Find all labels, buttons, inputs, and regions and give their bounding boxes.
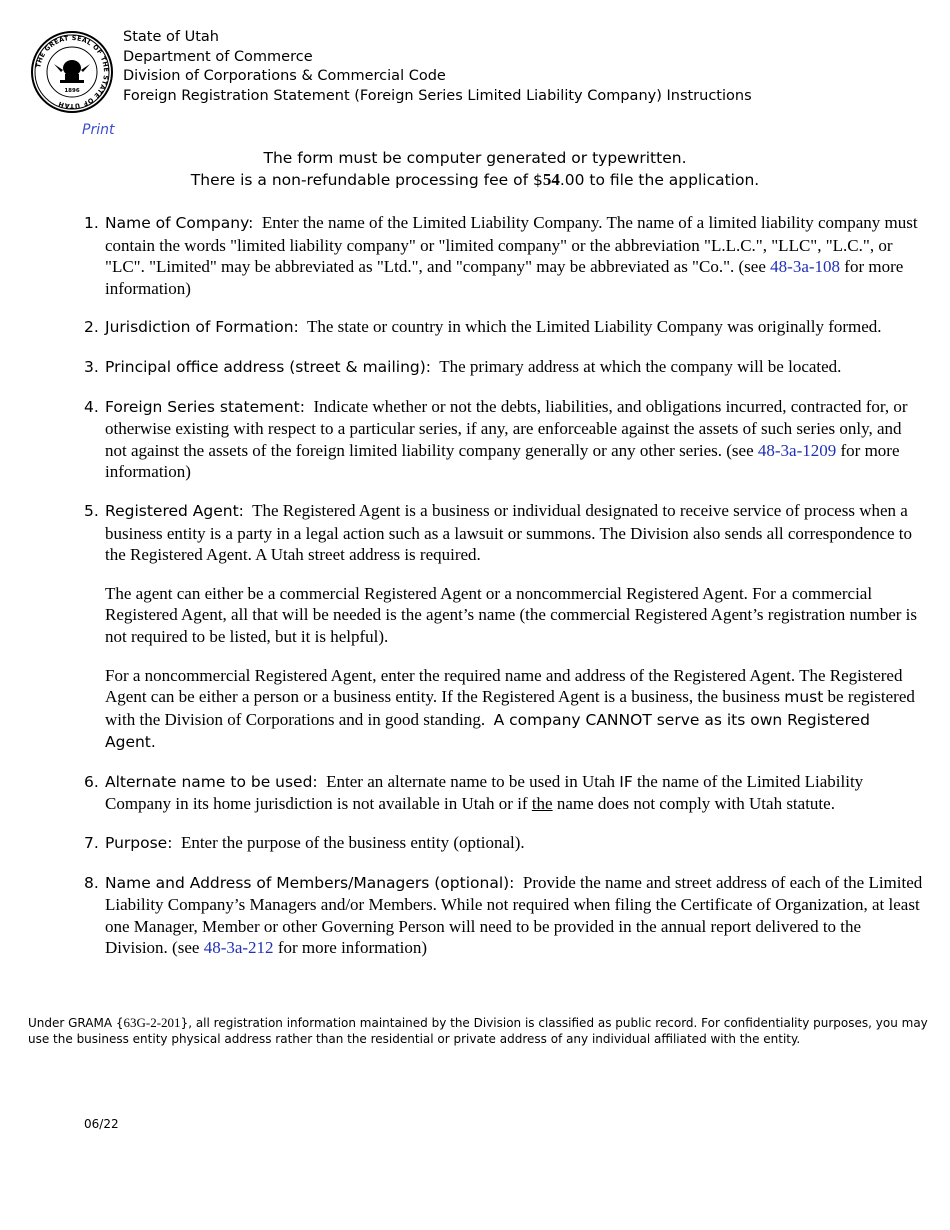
item-text: Enter the name of the Limited Liability Company. The name of a limited liability company must contain the words "limited liability company" or "limited company" or the abbreviation "L.L.C.", "LLC", "L.C.", or "LC". "Limited" may be abbreviated as "Ltd.", and "company" may be abbreviated as "Co.". (see [105, 213, 918, 277]
item-number: 3. [84, 357, 99, 376]
item-number: 5. [84, 501, 99, 520]
instruction-item-company-name [84, 212, 924, 299]
registered-agent-paragraph-3 [105, 665, 924, 754]
notice-line-1: The form must be computer generated or typewritten. [263, 149, 687, 167]
notice-fee-suffix: .00 to file the application. [559, 171, 760, 189]
item-text: For a noncommercial Registered Agent, enter the required name and address of the Registered Agent. The Registered Agent can be either a person or a business entity. If the Registered Agent is a business, the business [105, 665, 903, 707]
item-text: The primary address at which the company will be located. [439, 356, 842, 376]
emphasis-must: must [784, 688, 824, 707]
item-label: Jurisdiction of Formation: [105, 318, 299, 337]
item-text-suffix: for more information) [277, 938, 427, 958]
instruction-item-principal-address [84, 356, 924, 379]
item-text: be registered with the Division of Corporations and in good standing. [105, 687, 915, 729]
item-text-suffix: for more information) [105, 440, 900, 482]
item-text: The Registered Agent is a business or individual designated to receive service of process when a business entity is a party in a legal action such as a lawsuit or summons. The Division also sends all correspondence to the Registered Agent. A Utah street address is required. [105, 500, 913, 565]
item-number: 2. [84, 318, 99, 337]
item-number: 6. [84, 772, 99, 791]
item-text-suffix: name does not comply with Utah statute. [556, 794, 835, 814]
notice-fee-prefix: There is a non-refundable processing fee of $ [190, 171, 543, 189]
grama-text: }, all registration information maintained by the Division is classified as public record. For confidentiality purposes, you may use the business entity physical address rather than the residential or private address of any individual affiliated with the entity. [28, 1016, 928, 1046]
instruction-item-alternate-name [84, 771, 924, 815]
item-text: The state or country in which the Limited Liability Company was originally formed. [306, 317, 882, 337]
item-text-suffix: for more information) [105, 257, 904, 298]
item-text: Indicate whether or not the debts, liabilities, and obligations incurred, contracted for, or otherwise existing with respect to a particular series, if any, are enforceable against the assets of such series only, and not against the assets of the foreign limited liability company generally or any other series. (see [105, 396, 908, 460]
statute-link-48-3a-212[interactable]: 48-3a-212 [203, 938, 274, 958]
item-label: Name and Address of Members/Managers (optional): [105, 873, 515, 892]
item-label: Purpose: [105, 834, 173, 853]
instruction-item-purpose [84, 832, 924, 855]
item-label: Principal office address (street & mailing): [105, 357, 432, 376]
header-state: State of Utah [123, 29, 219, 45]
statute-link-48-3a-1209[interactable]: 48-3a-1209 [757, 440, 837, 460]
item-text: Enter the purpose of the business entity (optional). [180, 833, 525, 853]
item-label: Alternate name to be used: [105, 772, 318, 791]
instruction-item-members-managers [84, 872, 924, 959]
emphasis-if: IF [619, 772, 633, 791]
svg-text:1896: 1896 [64, 88, 80, 94]
item-text: Provide the name and street address of each of the Limited Liability Company’s Managers and/or Members. While not required when filing the Certificate of Organization, at least one Manager, Member or other Governing Person will need to be provided in the annual report delivered to the Division. (see [105, 872, 923, 958]
utah-state-seal-logo [30, 30, 114, 114]
item-text: the name of the Limited Liability Company in its home jurisdiction is not available in Utah or if [105, 771, 864, 814]
header-department: Department of Commerce [123, 48, 313, 65]
notice-line-2 [0, 169, 950, 191]
print-link[interactable]: Print [82, 122, 115, 138]
header-form-title: Foreign Registration Statement (Foreign Series Limited Liability Company) Instructions [123, 87, 752, 104]
item-number: 8. [84, 873, 99, 892]
item-number: 7. [84, 834, 99, 853]
grama-notice [28, 1015, 928, 1047]
item-label: Name of Company: [105, 214, 254, 232]
fee-notice [0, 147, 950, 191]
underlined-the: the [531, 794, 553, 814]
item-number: 4. [84, 397, 99, 416]
instruction-item-foreign-series [84, 396, 924, 483]
instruction-list [84, 212, 924, 976]
statute-link-48-3a-108[interactable]: 48-3a-108 [770, 257, 841, 277]
instruction-item-jurisdiction [84, 316, 924, 339]
item-text: Enter an alternate name to be used in Utah [326, 771, 616, 791]
item-number: 1. [84, 214, 99, 232]
grama-code: 63G-2-201 [123, 1015, 181, 1030]
svg-text:THE GREAT SEAL OF THE STATE OF: THE GREAT SEAL OF THE STATE OF UTAH [34, 33, 111, 111]
registered-agent-paragraph-2: The agent can either be a commercial Registered Agent or a noncommercial Registered Agent. For a commercial Registered Agent, all that will be needed is the agent’s name (the commercial Registered Agent’s registration number is not required to be listed, but it is helpful). [105, 583, 917, 646]
form-revision-date: 06/22 [84, 1117, 119, 1131]
document-header [123, 28, 752, 106]
grama-prefix: Under GRAMA { [28, 1016, 124, 1030]
header-division: Division of Corporations & Commercial Code [123, 68, 446, 85]
self-agent-warning: A company CANNOT serve as its own Registered Agent. [105, 710, 870, 752]
item-label: Registered Agent: [105, 501, 244, 520]
instruction-item-registered-agent [84, 500, 924, 754]
processing-fee-amount: 54 [542, 170, 560, 189]
item-label: Foreign Series statement: [105, 397, 305, 416]
